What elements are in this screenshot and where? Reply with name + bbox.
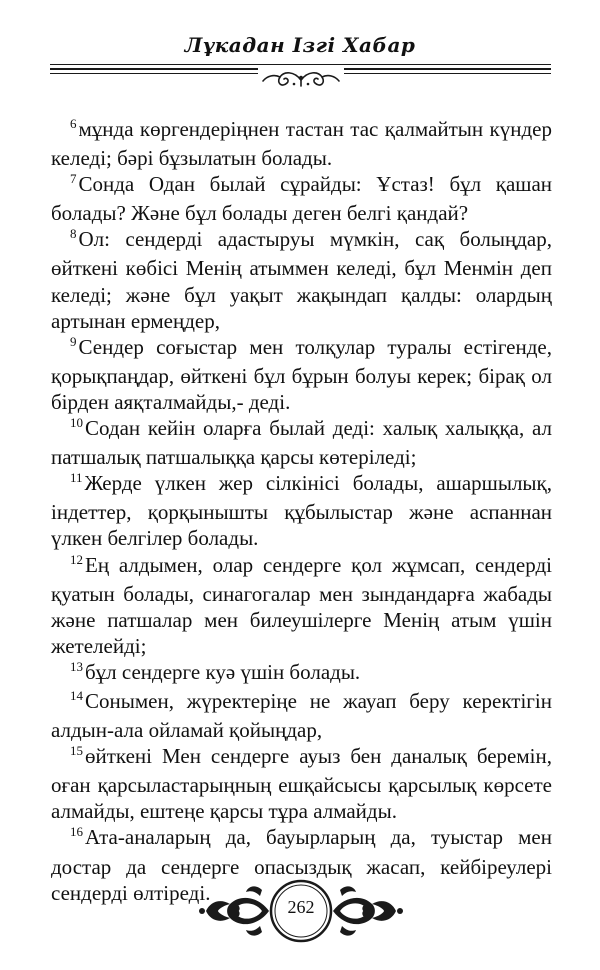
verse-number: 14	[70, 687, 83, 703]
verse-body: Содан кейін оларға былай деді: халық халыққа, ал патшалық патшалыққа қарсы көтеріледі;	[51, 416, 552, 470]
verse-number: 7	[70, 171, 77, 187]
verse-number: 13	[70, 658, 83, 674]
header-ornament-icon	[258, 68, 344, 92]
header-rule-top	[50, 64, 551, 65]
verse-number: 10	[70, 415, 83, 431]
verse-14	[51, 688, 552, 743]
verse-body: бұл сендерге куә үшін болады.	[85, 659, 361, 684]
verse-11	[51, 470, 552, 551]
verse-body: Ол: сендерді адастыруы мүмкін, сақ болыңдар, өйткені көбісі Менің атыммен келеді, бұл Менмін деп келеді; және бұл уақыт жақындап қалды: олардың артынан ермеңдер,	[51, 227, 552, 333]
verse-6	[51, 116, 552, 171]
verse-number: 11	[70, 470, 83, 486]
verse-body: Жерде үлкен жер сілкінісі болады, ашаршылық, індеттер, қорқынышты құбылыстар және аспаннан үлкен белгілер болады.	[51, 471, 552, 551]
verse-body: өйткені Мен сендерге ауыз бен даналық беремін, оған қарсыластарыңның ешқайсысы қарсылық көрсете алмайды, ештеңе қарсы тұра алмайды.	[51, 744, 552, 824]
verse-body: мұнда көргендеріңнен тастан тас қалмайтын күндер келеді; бәрі бұзылатын болады.	[51, 117, 552, 171]
verse-7	[51, 171, 552, 226]
verse-12	[51, 552, 552, 659]
verse-8	[51, 226, 552, 333]
verse-number: 15	[70, 743, 83, 759]
verse-13	[51, 659, 552, 688]
verse-number: 8	[70, 226, 77, 242]
verse-number: 9	[70, 333, 77, 349]
verse-number: 16	[70, 824, 83, 840]
verse-body: Ең алдымен, олар сендерге қол жұмсап, сендерді қуатын болады, синагогалар мен зындандарға жабады және патшалар мен билеушілерге Менің атым үшін жетелейді;	[51, 552, 552, 658]
verse-body: Ата-аналарың да, бауырларың да, туыстар мен достар да сендерге опасыздық жасап, кейбіреулері сендерді өлтіреді.	[51, 825, 552, 905]
verse-body: Сендер соғыстар мен толқулар туралы естігенде, қорықпаңдар, өйткені бұл бұрын болуы керек; бірақ ол бірден аяқталмайды,- деді.	[51, 334, 552, 414]
verse-body: Сонда Одан былай сұрайды: Ұстаз! бұл қашан болады? Және бұл болады деген белгі қандай?	[51, 172, 552, 226]
verse-body: Сонымен, жүректеріңе не жауап беру керектігін алдын-ала ойламай қойыңдар,	[51, 688, 552, 743]
verse-10	[51, 415, 552, 470]
verse-text	[51, 116, 552, 906]
verse-15	[51, 743, 552, 824]
page-number: 262	[287, 897, 315, 917]
running-title: Лұкадан Ізгі Хабар	[184, 33, 416, 57]
verse-number: 6	[70, 116, 77, 131]
verse-9	[51, 334, 552, 415]
verse-number: 12	[70, 551, 83, 567]
